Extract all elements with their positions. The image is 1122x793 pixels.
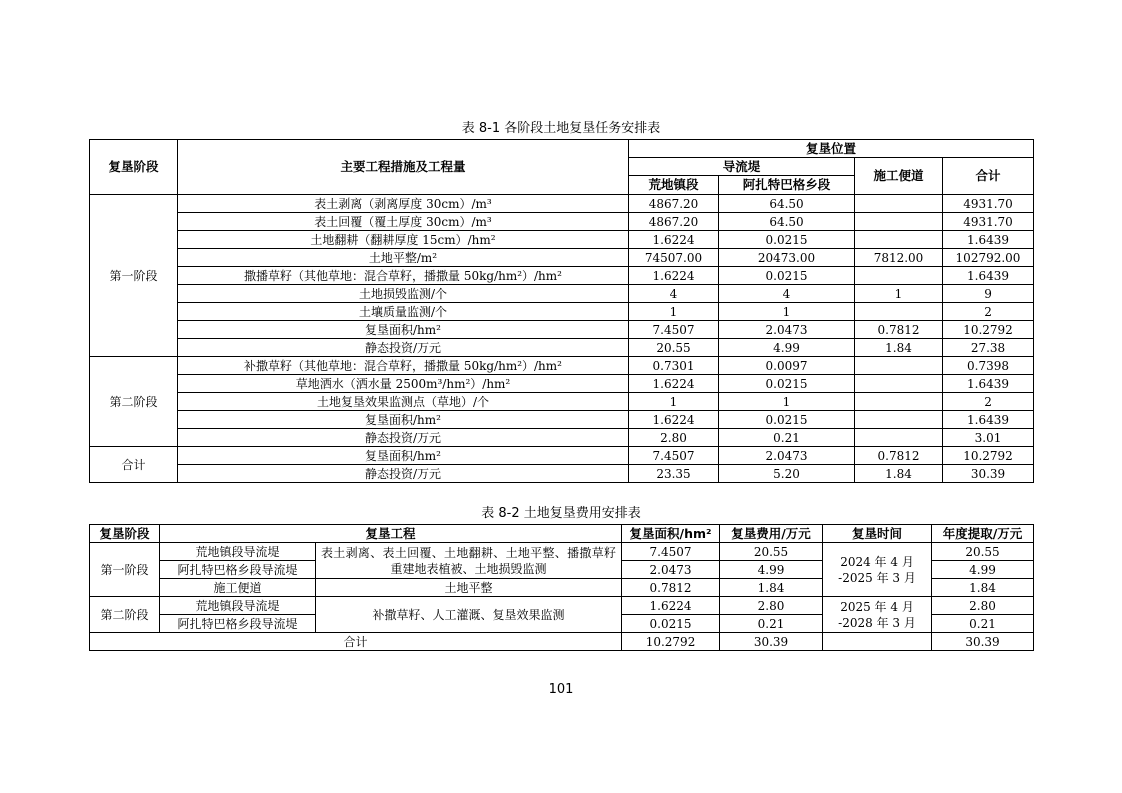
value-cell-a: 74507.00 <box>629 249 719 267</box>
t2-area: 2.0473 <box>622 561 720 579</box>
header-total: 合计 <box>943 158 1034 195</box>
measure-cell: 土地平整/m² <box>178 249 629 267</box>
t2-area: 7.4507 <box>622 543 720 561</box>
measure-cell: 草地洒水（洒水量 2500m³/hm²）/hm² <box>178 375 629 393</box>
value-cell-c <box>855 375 943 393</box>
value-cell-c: 1.84 <box>855 465 943 483</box>
table-row <box>90 375 1034 393</box>
t2-header-annual: 年度提取/万元 <box>932 525 1034 543</box>
value-cell-a: 0.7301 <box>629 357 719 375</box>
value-cell-total: 9 <box>943 285 1034 303</box>
table-row <box>90 465 1034 483</box>
t2-area: 0.0215 <box>622 615 720 633</box>
measure-cell: 表土剥离（剥离厚度 30cm）/m³ <box>178 195 629 213</box>
value-cell-b: 2.0473 <box>719 321 855 339</box>
value-cell-c <box>855 303 943 321</box>
header-azhate-section: 阿扎特巴格乡段 <box>719 176 855 195</box>
value-cell-a: 7.4507 <box>629 321 719 339</box>
header-levee: 导流堤 <box>629 158 855 176</box>
measure-cell: 土地损毁监测/个 <box>178 285 629 303</box>
value-cell-a: 1.6224 <box>629 375 719 393</box>
table-row <box>90 267 1034 285</box>
value-cell-c <box>855 429 943 447</box>
t2-cost: 4.99 <box>720 561 823 579</box>
table-row <box>90 411 1034 429</box>
page-number: 101 <box>548 682 574 697</box>
header-location: 复垦位置 <box>629 140 1034 158</box>
value-cell-a: 1.6224 <box>629 267 719 285</box>
value-cell-b: 4.99 <box>719 339 855 357</box>
t2-total-annual: 30.39 <box>932 633 1034 651</box>
value-cell-total: 3.01 <box>943 429 1034 447</box>
value-cell-total: 10.2792 <box>943 447 1034 465</box>
table-row <box>90 303 1034 321</box>
measure-cell: 撒播草籽（其他草地：混合草籽，播撒量 50kg/hm²）/hm² <box>178 267 629 285</box>
t2-stage1-label: 第一阶段 <box>90 543 160 597</box>
value-cell-total: 30.39 <box>943 465 1034 483</box>
value-cell-b: 0.0215 <box>719 267 855 285</box>
t2-section: 阿扎特巴格乡段导流堤 <box>160 615 316 633</box>
t2-stage1-time: 2024 年 4 月 -2025 年 3 月 <box>823 543 932 597</box>
header-huangdi-section: 荒地镇段 <box>629 176 719 195</box>
measure-cell: 静态投资/万元 <box>178 429 629 447</box>
table-row <box>90 339 1034 357</box>
value-cell-c <box>855 231 943 249</box>
value-cell-a: 1.6224 <box>629 411 719 429</box>
t2-total-area: 10.2792 <box>622 633 720 651</box>
stage-label: 第一阶段 <box>90 195 178 357</box>
table-row <box>90 213 1034 231</box>
t2-cost: 2.80 <box>720 597 823 615</box>
value-cell-c: 0.7812 <box>855 321 943 339</box>
value-cell-a: 1 <box>629 393 719 411</box>
value-cell-c: 7812.00 <box>855 249 943 267</box>
t2-section: 阿扎特巴格乡段导流堤 <box>160 561 316 579</box>
t2-section: 荒地镇段导流堤 <box>160 543 316 561</box>
reclamation-cost-table <box>89 524 1034 651</box>
value-cell-c <box>855 195 943 213</box>
t2-header-cost: 复垦费用/万元 <box>720 525 823 543</box>
t2-header-area: 复垦面积/hm² <box>622 525 720 543</box>
t2-cost: 1.84 <box>720 579 823 597</box>
value-cell-total: 1.6439 <box>943 375 1034 393</box>
table-row <box>90 393 1034 411</box>
value-cell-b: 64.50 <box>719 213 855 231</box>
table-row <box>90 447 1034 465</box>
value-cell-b: 1 <box>719 393 855 411</box>
t2-header-time: 复垦时间 <box>823 525 932 543</box>
value-cell-b: 0.0097 <box>719 357 855 375</box>
value-cell-a: 2.80 <box>629 429 719 447</box>
table-row <box>90 231 1034 249</box>
land-reclamation-task-table <box>89 139 1034 483</box>
table-row <box>90 249 1034 267</box>
value-cell-c: 1 <box>855 285 943 303</box>
stage-label: 第二阶段 <box>90 357 178 447</box>
value-cell-total: 0.7398 <box>943 357 1034 375</box>
value-cell-c <box>855 357 943 375</box>
measure-cell: 土地翻耕（翻耕厚度 15cm）/hm² <box>178 231 629 249</box>
t2-annual: 1.84 <box>932 579 1034 597</box>
table-row <box>90 321 1034 339</box>
value-cell-total: 4931.70 <box>943 213 1034 231</box>
value-cell-a: 7.4507 <box>629 447 719 465</box>
measure-cell: 补撒草籽（其他草地：混合草籽，播撒量 50kg/hm²）/hm² <box>178 357 629 375</box>
measure-cell: 土壤质量监测/个 <box>178 303 629 321</box>
measure-cell: 土地复垦效果监测点（草地）/个 <box>178 393 629 411</box>
t2-annual: 4.99 <box>932 561 1034 579</box>
table1-caption: 表 8-1 各阶段土地复垦任务安排表 <box>461 121 661 136</box>
measure-cell: 复垦面积/hm² <box>178 321 629 339</box>
t2-cost: 20.55 <box>720 543 823 561</box>
t2-total-label: 合计 <box>90 633 622 651</box>
t2-cost: 0.21 <box>720 615 823 633</box>
t2-section: 施工便道 <box>160 579 316 597</box>
value-cell-b: 2.0473 <box>719 447 855 465</box>
measure-cell: 复垦面积/hm² <box>178 411 629 429</box>
value-cell-total: 1.6439 <box>943 231 1034 249</box>
value-cell-b: 0.0215 <box>719 411 855 429</box>
value-cell-b: 0.21 <box>719 429 855 447</box>
measure-cell: 复垦面积/hm² <box>178 447 629 465</box>
value-cell-b: 0.0215 <box>719 375 855 393</box>
t2-total-cost: 30.39 <box>720 633 823 651</box>
value-cell-total: 4931.70 <box>943 195 1034 213</box>
measure-cell: 表土回覆（覆土厚度 30cm）/m³ <box>178 213 629 231</box>
measure-cell: 静态投资/万元 <box>178 465 629 483</box>
value-cell-total: 27.38 <box>943 339 1034 357</box>
value-cell-total: 10.2792 <box>943 321 1034 339</box>
value-cell-b: 0.0215 <box>719 231 855 249</box>
t2-annual: 20.55 <box>932 543 1034 561</box>
value-cell-a: 1 <box>629 303 719 321</box>
value-cell-a: 4 <box>629 285 719 303</box>
table-row <box>90 357 1034 375</box>
t2-area: 1.6224 <box>622 597 720 615</box>
value-cell-total: 2 <box>943 393 1034 411</box>
value-cell-total: 1.6439 <box>943 267 1034 285</box>
value-cell-c <box>855 213 943 231</box>
value-cell-c: 1.84 <box>855 339 943 357</box>
t2-header-stage: 复垦阶段 <box>90 525 160 543</box>
value-cell-a: 23.35 <box>629 465 719 483</box>
stage-label: 合计 <box>90 447 178 483</box>
value-cell-b: 20473.00 <box>719 249 855 267</box>
value-cell-a: 1.6224 <box>629 231 719 249</box>
header-access-road: 施工便道 <box>855 158 943 195</box>
t2-section: 荒地镇段导流堤 <box>160 597 316 615</box>
header-measure: 主要工程措施及工程量 <box>178 140 629 195</box>
value-cell-c <box>855 267 943 285</box>
t2-annual: 2.80 <box>932 597 1034 615</box>
t2-stage1-levee-work: 表土剥离、表土回覆、土地翻耕、土地平整、播撒草籽重建地表植被、土地损毁监测 <box>316 543 622 579</box>
value-cell-total: 2 <box>943 303 1034 321</box>
t2-stage2-time: 2025 年 4 月 -2028 年 3 月 <box>823 597 932 633</box>
value-cell-a: 4867.20 <box>629 195 719 213</box>
value-cell-b: 64.50 <box>719 195 855 213</box>
value-cell-b: 5.20 <box>719 465 855 483</box>
value-cell-total: 1.6439 <box>943 411 1034 429</box>
value-cell-b: 4 <box>719 285 855 303</box>
value-cell-c <box>855 411 943 429</box>
table-row <box>90 285 1034 303</box>
value-cell-total: 102792.00 <box>943 249 1034 267</box>
value-cell-c: 0.7812 <box>855 447 943 465</box>
value-cell-a: 4867.20 <box>629 213 719 231</box>
t2-stage2-label: 第二阶段 <box>90 597 160 633</box>
header-stage: 复垦阶段 <box>90 140 178 195</box>
t2-annual: 0.21 <box>932 615 1034 633</box>
table-row <box>90 429 1034 447</box>
value-cell-b: 1 <box>719 303 855 321</box>
value-cell-c <box>855 393 943 411</box>
value-cell-a: 20.55 <box>629 339 719 357</box>
table-row <box>90 195 1034 213</box>
t2-work: 土地平整 <box>316 579 622 597</box>
t2-header-project: 复垦工程 <box>160 525 622 543</box>
t2-stage2-work: 补撒草籽、人工灌溉、复垦效果监测 <box>316 597 622 633</box>
measure-cell: 静态投资/万元 <box>178 339 629 357</box>
t2-total-time <box>823 633 932 651</box>
table2-caption: 表 8-2 土地复垦费用安排表 <box>481 506 641 521</box>
t2-area: 0.7812 <box>622 579 720 597</box>
